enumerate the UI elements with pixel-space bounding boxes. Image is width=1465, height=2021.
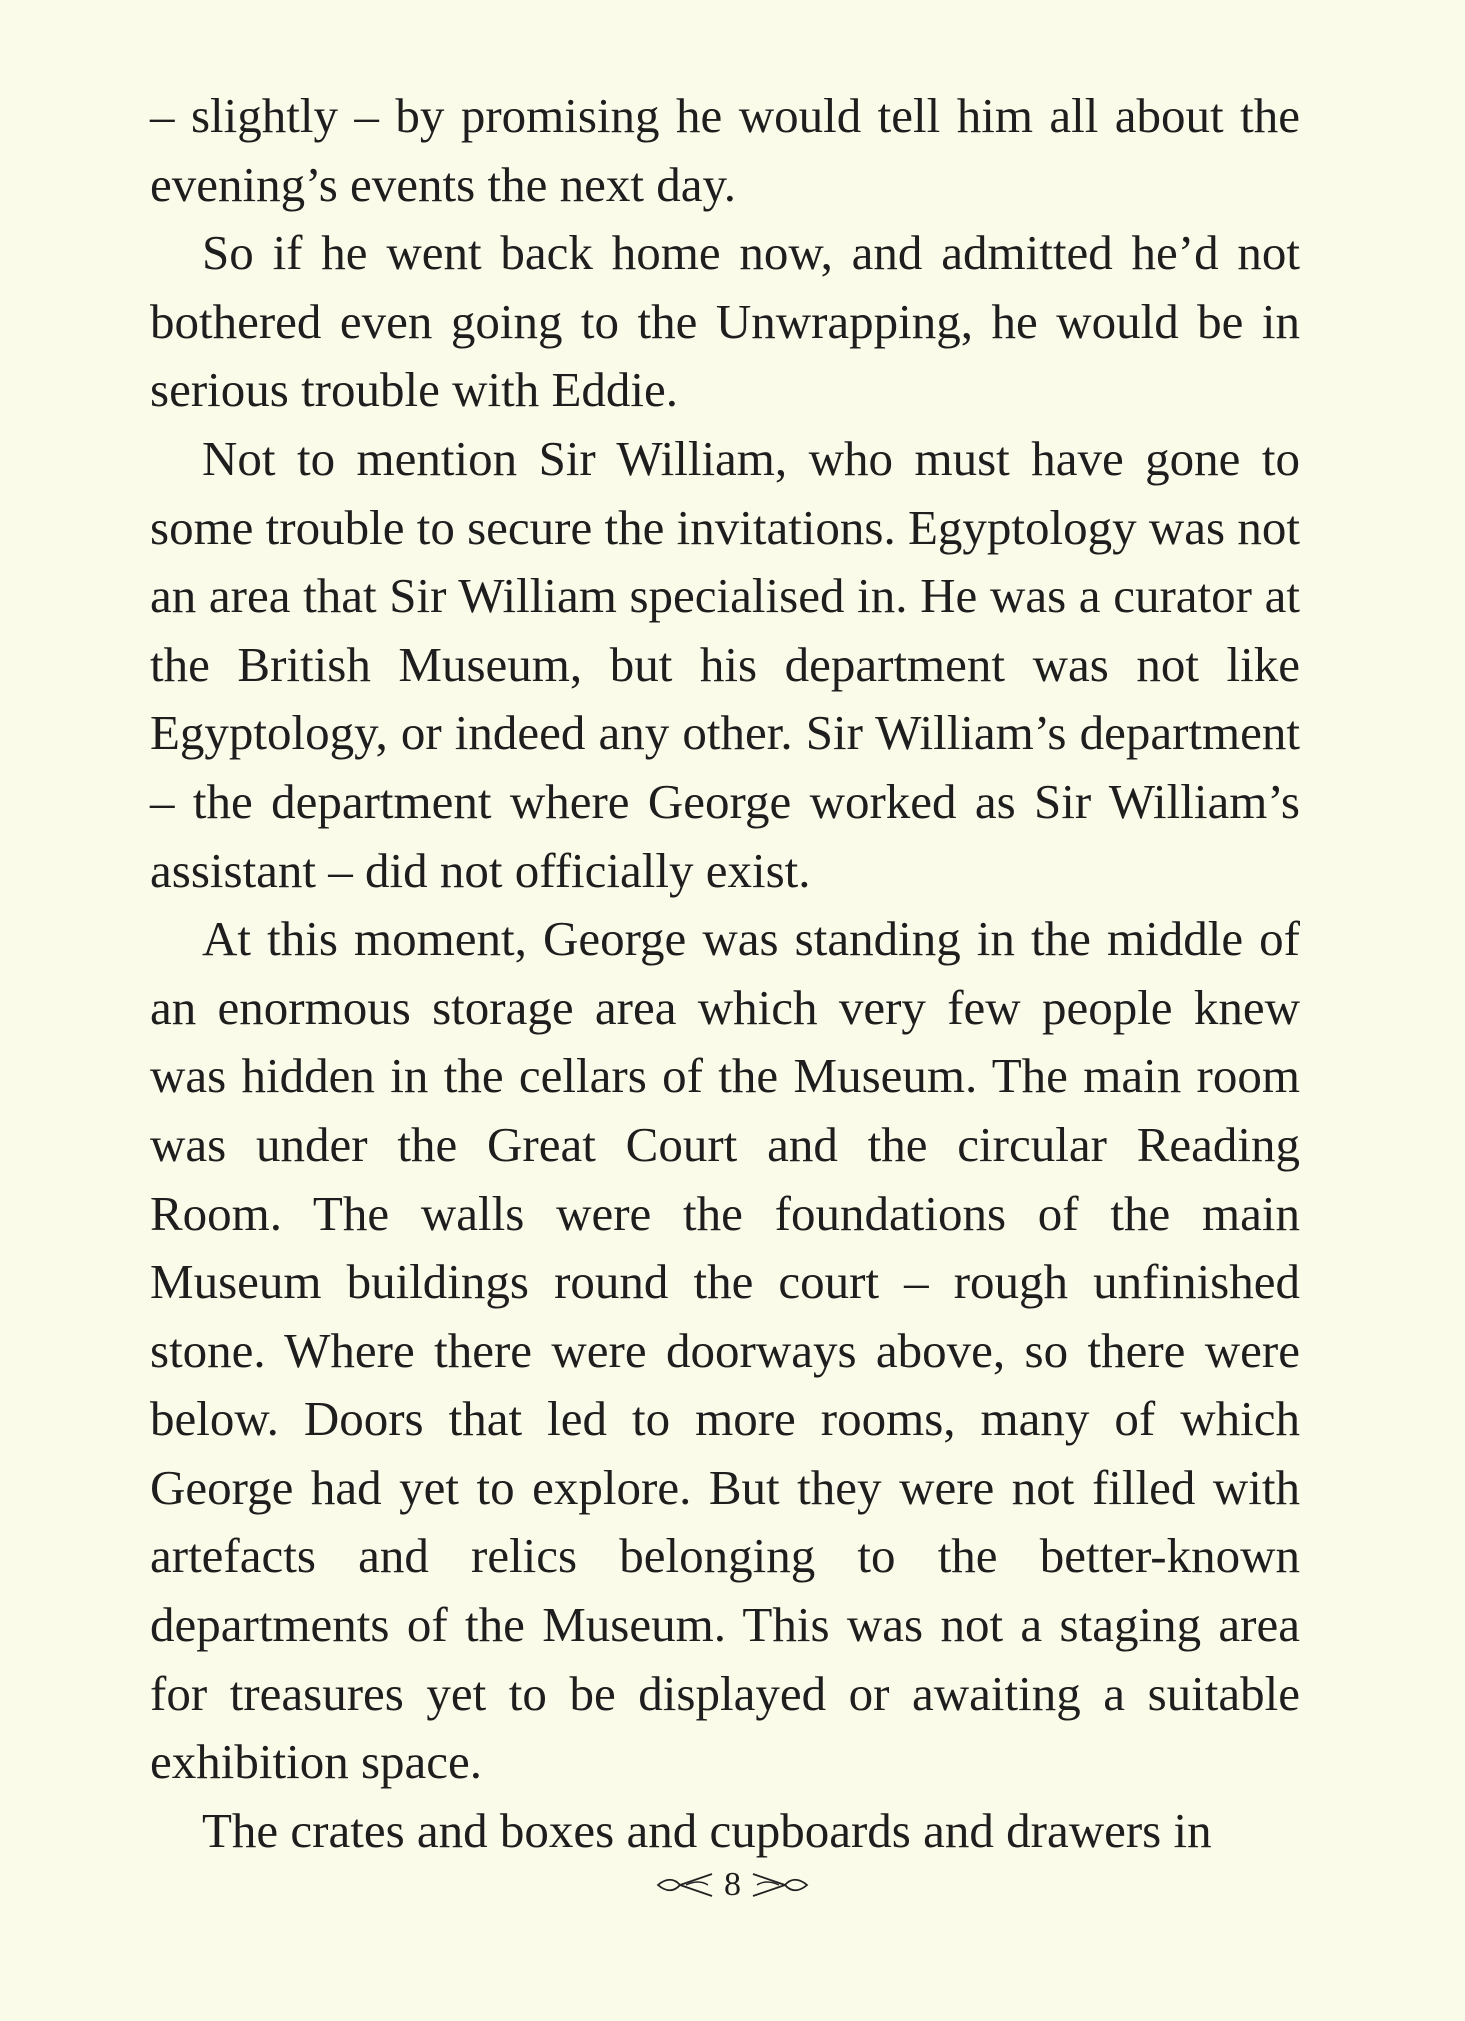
paragraph: At this moment, George was standing in the middle of an enormous storage area which very few people knew was hidden in the cellars of the Museum. The main room was under the Great Court and the circular Reading Room. The walls were the foundations of the main Museum buildings round the court – rough unfinished stone. Where there were doorways above, so there were below. Doors that led to more rooms, many of which George had yet to explore. But they were not filled with artefacts and relics belonging to the better-known departments of the Museum. This was not a staging area for treasures yet to be displayed or awaiting a suitable exhibition space. [150, 911, 1300, 1790]
paragraph: The crates and boxes and cupboards and drawers in [202, 1802, 1212, 1858]
paragraph-continuation: – slightly – by promising he would tell him all about the evening’s events the next day. [150, 88, 1300, 212]
flourish-right-icon [751, 1872, 809, 1898]
page-number: 8 [724, 1866, 741, 1903]
paragraph: Not to mention Sir William, who must have gone to some trouble to secure the invitations. Egyptology was not an area that Sir William specialised in. He was a curator at the British Museum, but his department was not like Egyptology, or indeed any other. Sir William’s department – the department where George worked as Sir William’s assistant – did not officially exist. [150, 430, 1300, 898]
page-footer [0, 1865, 1465, 1905]
flourish-left-icon [656, 1872, 714, 1898]
page-body [150, 82, 1300, 1865]
paragraph: So if he went back home now, and admitted he’d not bothered even going to the Unwrapping, he would be in serious trouble with Eddie. [150, 225, 1300, 418]
